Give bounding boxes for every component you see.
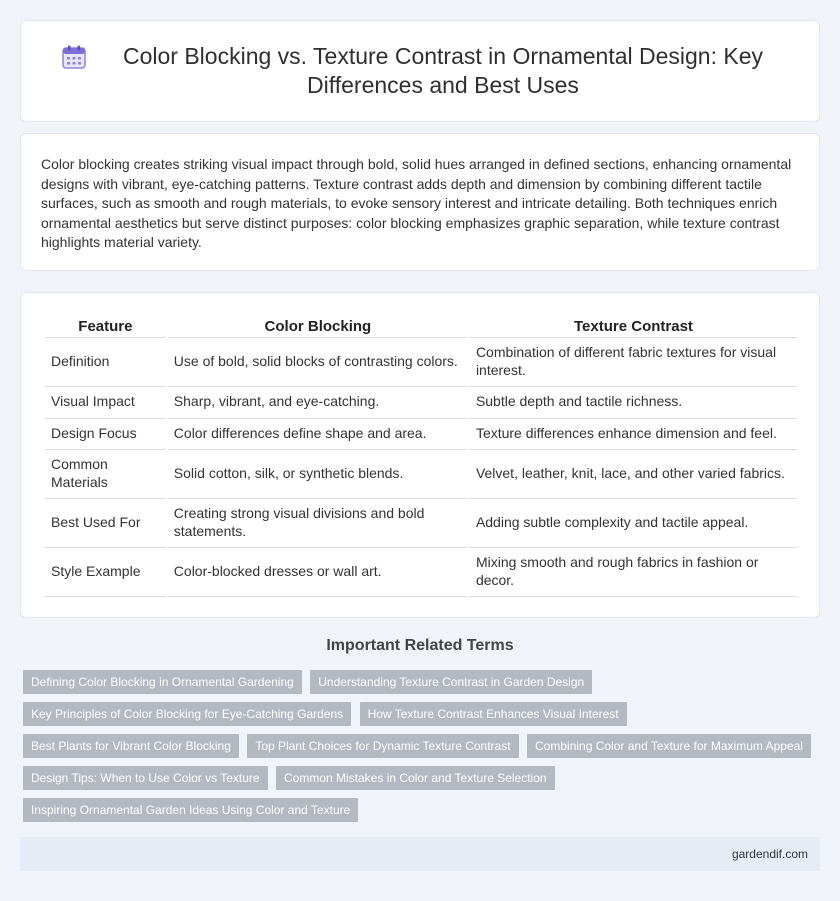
color-blocking-cell: Sharp, vibrant, and eye-catching. — [168, 387, 468, 419]
intro-paragraph: Color blocking creates striking visual impact through bold, solid hues arranged in defined sections, enhancing ornamental designs with vibrant, eye-catching patterns. Texture contrast adds depth and dimension by combining different tactile surfaces, such as smooth and rough materials, to evoke sensory interest and intricate detailing. Both techniques enrich ornamental aesthetics but serve distinct purposes: color blocking emphasizes graphic separation, while texture contrast highlights material variety. — [41, 156, 792, 251]
header-feature: Feature — [45, 315, 166, 338]
calendar-icon — [61, 44, 87, 70]
page-title: Color Blocking vs. Texture Contrast in Ornamental Design: Key Differences and Best Uses — [122, 43, 764, 98]
table-row — [45, 338, 797, 387]
color-blocking-cell: Use of bold, solid blocks of contrasting colors. — [168, 338, 468, 387]
texture-contrast-cell: Adding subtle complexity and tactile appeal. — [470, 499, 797, 548]
feature-cell: Best Used For — [45, 499, 166, 548]
feature-cell: Common Materials — [45, 450, 166, 499]
related-term-link[interactable]: Top Plant Choices for Dynamic Texture Contrast — [247, 734, 518, 758]
feature-cell: Design Focus — [45, 419, 166, 451]
texture-contrast-cell: Mixing smooth and rough fabrics in fashion or decor. — [470, 548, 797, 597]
related-term-link[interactable]: Key Principles of Color Blocking for Eye-Catching Gardens — [23, 702, 351, 726]
related-term-link[interactable]: Defining Color Blocking in Ornamental Gardening — [23, 670, 302, 694]
related-term-link[interactable]: Design Tips: When to Use Color vs Texture — [23, 766, 268, 790]
color-blocking-cell: Solid cotton, silk, or synthetic blends. — [168, 450, 468, 499]
footer — [20, 837, 820, 871]
table-row — [45, 548, 797, 597]
comparison-table — [43, 315, 799, 597]
color-blocking-cell: Color-blocked dresses or wall art. — [168, 548, 468, 597]
feature-cell: Style Example — [45, 548, 166, 597]
feature-cell: Definition — [45, 338, 166, 387]
texture-contrast-cell: Combination of different fabric textures for visual interest. — [470, 338, 797, 387]
related-term-link[interactable]: Inspiring Ornamental Garden Ideas Using Color and Texture — [23, 798, 358, 822]
table-row — [45, 419, 797, 451]
table-row — [45, 387, 797, 419]
feature-cell: Visual Impact — [45, 387, 166, 419]
related-term-link[interactable]: Common Mistakes in Color and Texture Selection — [276, 766, 555, 790]
color-blocking-cell: Color differences define shape and area. — [168, 419, 468, 451]
footer-site-link[interactable]: gardendif.com — [731, 847, 808, 861]
related-term-link[interactable]: Combining Color and Texture for Maximum Appeal — [527, 734, 811, 758]
table-row — [45, 450, 797, 499]
texture-contrast-cell: Subtle depth and tactile richness. — [470, 387, 797, 419]
table-row — [45, 499, 797, 548]
related-term-link[interactable]: Best Plants for Vibrant Color Blocking — [23, 734, 239, 758]
color-blocking-cell: Creating strong visual divisions and bold statements. — [168, 499, 468, 548]
related-terms-title: Important Related Terms — [326, 637, 514, 654]
related-term-link[interactable]: How Texture Contrast Enhances Visual Interest — [360, 702, 627, 726]
header-color-blocking: Color Blocking — [168, 315, 468, 338]
related-terms-list — [23, 670, 823, 830]
comparison-table-card — [20, 292, 820, 618]
texture-contrast-cell: Velvet, leather, knit, lace, and other varied fabrics. — [470, 450, 797, 499]
table-header-row — [45, 315, 797, 338]
intro-card — [20, 133, 820, 271]
related-term-link[interactable]: Understanding Texture Contrast in Garden Design — [310, 670, 592, 694]
header-card — [20, 20, 820, 122]
header-texture-contrast: Texture Contrast — [470, 315, 797, 338]
texture-contrast-cell: Texture differences enhance dimension and feel. — [470, 419, 797, 451]
